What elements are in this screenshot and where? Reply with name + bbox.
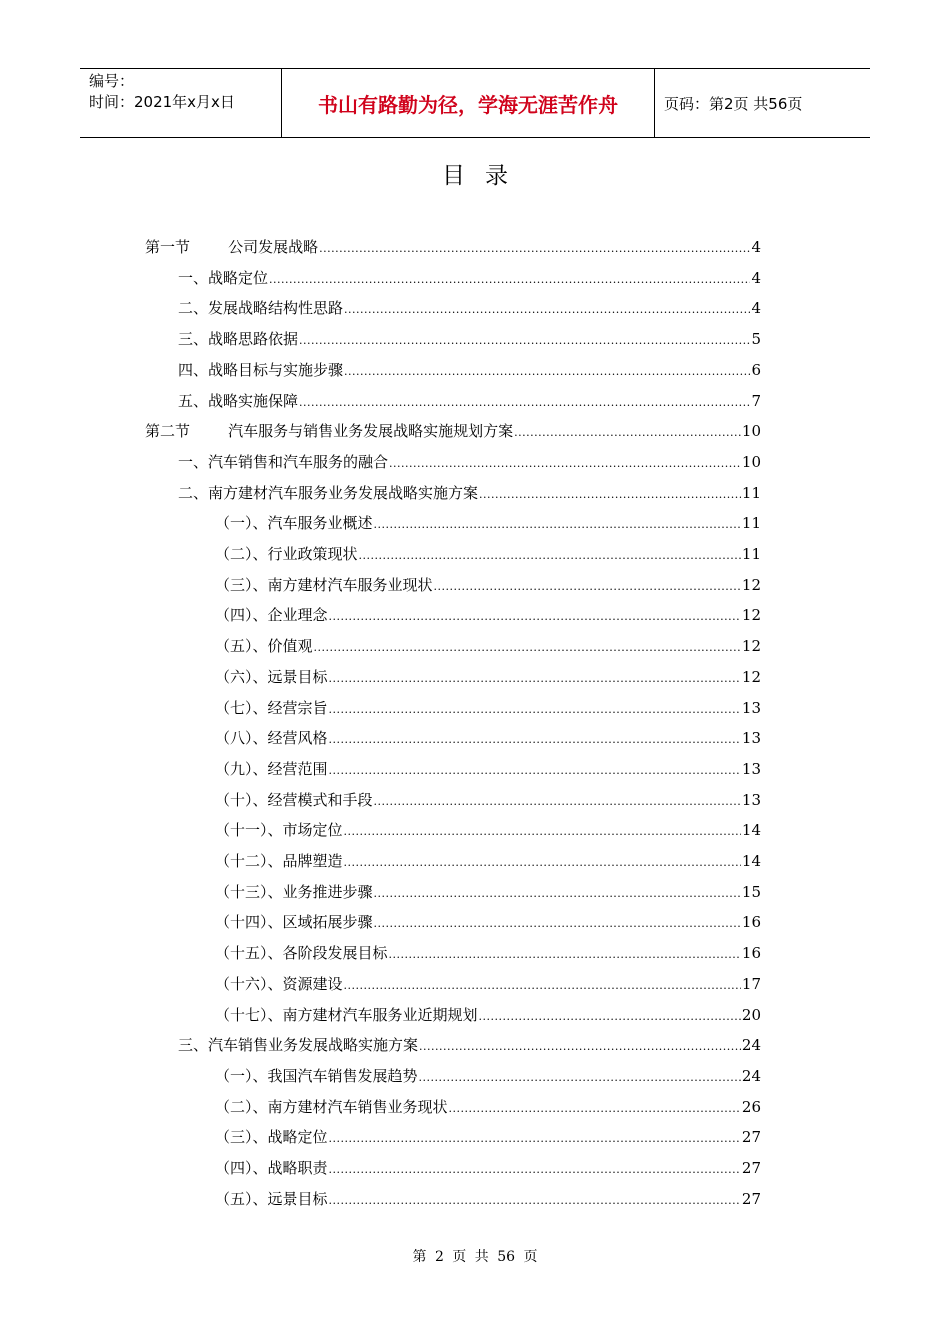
toc-entry-label: （四）、企业理念 [215, 606, 328, 625]
toc-leader-dots [344, 361, 750, 383]
toc-entry[interactable] [215, 1065, 761, 1087]
toc-entry-page: 4 [751, 299, 761, 318]
toc-entry[interactable] [215, 758, 761, 780]
toc-entry[interactable] [215, 666, 761, 688]
toc-entry[interactable] [178, 359, 761, 381]
toc-leader-dots [514, 422, 741, 444]
toc-entry-page: 13 [741, 698, 761, 717]
toc-entry[interactable] [215, 1004, 761, 1026]
toc-leader-dots [344, 821, 741, 843]
toc-leader-dots [329, 606, 741, 628]
toc-entry-page: 27 [741, 1189, 761, 1208]
toc-entry[interactable] [215, 850, 761, 872]
toc-leader-dots [374, 791, 741, 813]
page-footer: 第 2 页 共 56 页 [412, 1249, 538, 1265]
toc-entry[interactable] [215, 697, 761, 719]
toc-entry-label: （十三）、业务推进步骤 [215, 882, 373, 901]
toc-entry-label: （十）、经营模式和手段 [215, 790, 373, 809]
toc-entry[interactable] [145, 236, 761, 258]
toc-leader-dots [329, 699, 741, 721]
toc-entry[interactable] [178, 267, 761, 289]
toc-leader-dots [434, 576, 741, 598]
toc-entry-label: 二、南方建材汽车服务业务发展战略实施方案 [178, 483, 479, 502]
toc-entry-label: （九）、经营范围 [215, 759, 328, 778]
toc-entry-page: 26 [741, 1097, 761, 1116]
toc-entry[interactable] [178, 451, 761, 473]
toc-leader-dots [359, 545, 741, 567]
toc-title: 目录 [442, 163, 528, 189]
toc-entry[interactable] [215, 1188, 761, 1210]
toc-entry[interactable] [215, 789, 761, 811]
toc-entry-page: 15 [741, 882, 761, 901]
toc-entry[interactable] [215, 727, 761, 749]
toc-entry-label: 二、发展战略结构性思路 [178, 299, 344, 318]
toc-entry-page: 10 [741, 452, 761, 471]
toc-entry-label: （八）、经营风格 [215, 729, 328, 748]
toc-entry[interactable] [215, 973, 761, 995]
toc-entry-label: （十五）、各阶段发展目标 [215, 944, 388, 963]
toc-leader-dots [319, 238, 750, 260]
toc-entry-page: 14 [741, 821, 761, 840]
toc-entry-page: 11 [741, 545, 761, 563]
toc-entry-label: （六）、远景目标 [215, 667, 328, 686]
toc-entry-page: 4 [751, 268, 761, 287]
toc-entry-label: （十六）、资源建设 [215, 974, 343, 993]
toc-entry-page: 27 [741, 1128, 761, 1147]
toc-leader-dots [299, 392, 750, 414]
toc-leader-dots [329, 760, 741, 782]
toc-entry-page: 13 [741, 729, 761, 748]
toc-entry-page: 12 [741, 667, 761, 686]
toc-entry-label: （五）、远景目标 [215, 1189, 328, 1208]
toc-leader-dots [314, 637, 741, 659]
toc-entry[interactable] [178, 297, 761, 319]
toc-entry[interactable] [178, 390, 761, 412]
toc-leader-dots [479, 484, 741, 506]
toc-entry-page: 16 [741, 944, 761, 963]
toc-entry-page: 12 [741, 637, 761, 656]
toc-leader-dots [329, 729, 741, 751]
toc-leader-dots [329, 1128, 741, 1150]
toc-entry-label: （二）、南方建材汽车销售业务现状 [215, 1097, 448, 1116]
toc-leader-dots [299, 330, 750, 352]
toc-entry-label: （十四）、区域拓展步骤 [215, 913, 373, 932]
toc-entry-page: 4 [751, 238, 761, 256]
toc-leader-dots [374, 883, 741, 905]
toc-entry[interactable] [215, 1157, 761, 1179]
toc-entry[interactable] [178, 482, 761, 504]
toc-entry[interactable] [215, 574, 761, 596]
toc-entry-page: 11 [741, 514, 761, 533]
toc-entry[interactable] [215, 1126, 761, 1148]
toc-entry-page: 11 [741, 483, 761, 502]
header-slogan: 书山有路勤为径，学海无涯苦作舟 [282, 69, 655, 137]
toc-entry-label: 四、战略目标与实施步骤 [178, 360, 344, 379]
toc-entry-label: （三）、南方建材汽车服务业现状 [215, 575, 433, 594]
toc-entry-label: （四）、战略职责 [215, 1159, 328, 1177]
toc-entry-label: （二）、行业政策现状 [215, 545, 358, 563]
toc-leader-dots [419, 1036, 741, 1058]
toc-entry-label: 第一节 公司发展战略 [145, 238, 319, 256]
toc-leader-dots [479, 1006, 741, 1028]
toc-entry[interactable] [215, 635, 761, 657]
toc-leader-dots [344, 975, 741, 997]
toc-leader-dots [344, 852, 741, 874]
toc-leader-dots [329, 1159, 741, 1181]
toc-entry-label: 第二节 汽车服务与销售业务发展战略实施规划方案 [145, 422, 514, 441]
toc-entry[interactable] [215, 543, 761, 565]
toc-entry-label: （十二）、品牌塑造 [215, 852, 343, 870]
toc-leader-dots [389, 453, 741, 475]
header-meta [80, 69, 282, 137]
toc-entry-page: 27 [741, 1159, 761, 1177]
toc-entry-page: 14 [741, 852, 761, 870]
toc-entry[interactable] [215, 819, 761, 841]
toc-entry-page: 13 [741, 790, 761, 809]
toc-entry-label: 三、战略思路依据 [178, 330, 299, 349]
toc-entry-label: 三、汽车销售业务发展战略实施方案 [178, 1036, 419, 1055]
toc-entry-page: 24 [741, 1036, 761, 1055]
toc-leader-dots [329, 668, 741, 690]
toc-leader-dots [449, 1098, 741, 1120]
toc-leader-dots [269, 269, 750, 291]
toc-leader-dots [374, 913, 741, 935]
toc-entry-page: 20 [741, 1005, 761, 1024]
toc-entry-page: 24 [741, 1066, 761, 1085]
document-time-label: 时间：2021年x月x日 [89, 93, 235, 111]
toc-entry-label: （七）、经营宗旨 [215, 698, 328, 717]
toc-entry[interactable] [178, 328, 761, 350]
toc-entry[interactable] [178, 1034, 761, 1056]
toc-entry-label: （一）、汽车服务业概述 [215, 514, 373, 533]
header-page-info: 页码：第2页 共56页 [664, 94, 803, 113]
toc-entry-label: （十七）、南方建材汽车服务业近期规划 [215, 1005, 478, 1024]
toc-entry-label: 五、战略实施保障 [178, 391, 299, 410]
document-header [80, 68, 870, 138]
document-number-label: 编号： [89, 72, 135, 90]
toc-entry-label: 一、战略定位 [178, 268, 269, 287]
toc-entry-page: 5 [751, 330, 761, 349]
toc-entry-label: （一）、我国汽车销售发展趋势 [215, 1066, 418, 1085]
toc-entry[interactable] [215, 604, 761, 626]
toc-entry-page: 17 [741, 974, 761, 993]
toc-leader-dots [389, 944, 741, 966]
toc-entry[interactable] [215, 911, 761, 933]
toc-entry[interactable] [215, 1096, 761, 1118]
toc-entry[interactable] [215, 942, 761, 964]
toc-entry[interactable] [215, 881, 761, 903]
toc-entry-label: （三）、战略定位 [215, 1128, 328, 1147]
toc-entry-page: 16 [741, 913, 761, 932]
toc-entry-page: 12 [741, 575, 761, 594]
toc-entry-label: 一、汽车销售和汽车服务的融合 [178, 452, 389, 471]
toc-entry-page: 7 [751, 391, 761, 410]
toc-leader-dots [419, 1067, 741, 1089]
toc-entry[interactable] [215, 512, 761, 534]
toc-entry-label: （十一）、市场定位 [215, 821, 343, 840]
toc-entry-page: 10 [741, 422, 761, 441]
toc-entry-label: （五）、价值观 [215, 637, 313, 656]
toc-leader-dots [374, 514, 741, 536]
toc-entry-page: 6 [751, 360, 761, 379]
toc-entry-page: 12 [741, 606, 761, 625]
toc-leader-dots [329, 1190, 741, 1212]
toc-leader-dots [344, 299, 750, 321]
toc-entry-page: 13 [741, 759, 761, 778]
toc-entry[interactable] [145, 420, 761, 442]
